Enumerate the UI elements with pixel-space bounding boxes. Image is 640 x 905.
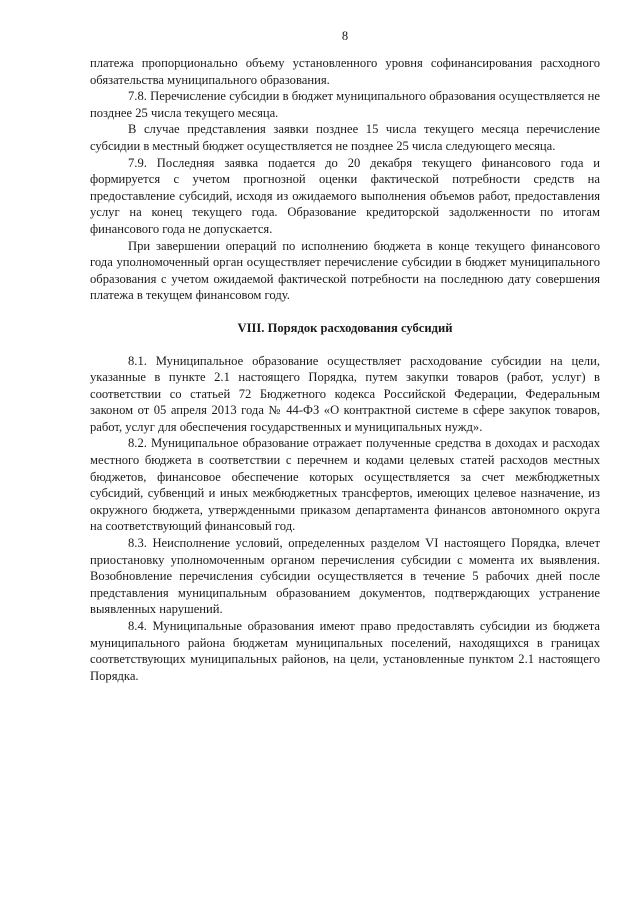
section-title-viii: VIII. Порядок расходования субсидий bbox=[237, 320, 453, 335]
paragraph-8-3: 8.3. Неисполнение условий, определенных разделом VI настоящего Порядка, влечет приостановку уполномоченным органом перечисления субсидии с момента их выявления. Возобновление перечисления субсидии осуществляется в течение 5 рабочих дней после представления муниципальным образованием документов, подтверждающих устранение выявленных нарушений. bbox=[90, 536, 600, 617]
paragraph-8-2: 8.2. Муниципальное образование отражает полученные средства в доходах и расходах местного бюджета в соответствии с перечнем и кодами целевых статей расходов местных бюджетов, финансовое обеспечение которых осуществляется за счет межбюджетных субсидий, субвенций и иных межбюджетных трансфертов, имеющих целевое назначение, из окружного бюджета, утвержденными приказом департамента финансов автономного округа на соответствующий финансовый год. bbox=[90, 436, 600, 534]
paragraph-7-8-late-request: В случае представления заявки позднее 15 числа текущего месяца перечисление субсидии в местный бюджет осуществляется не позднее 25 числа следующего месяца. bbox=[90, 122, 600, 153]
paragraph-7-9: 7.9. Последняя заявка подается до 20 декабря текущего финансового года и формируется с учетом прогнозной оценки фактической потребности средств на предоставление субсидий, исходя из ожидаемого выполнения объемов работ, предоставления услуг на конец текущего года. Образование кредиторской задолженности по итогам финансового года не допускается. bbox=[90, 155, 600, 236]
paragraph-8-1: 8.1. Муниципальное образование осуществляет расходование субсидии на цели, указанные в пункте 2.1 настоящего Порядка, путем закупки товаров (работ, услуг) в соответствии со статьей 72 Бюджетного кодекса Российской Федерации, Федеральным законом от 05 апреля 2013 года № 44-ФЗ «О контрактной системе в сфере закупок товаров, работ, услуг для обеспечения государственных и муниципальных нужд». bbox=[90, 353, 600, 434]
paragraph-7-9-year-end: При завершении операций по исполнению бюджета в конце текущего финансового года уполномоченный орган осуществляет перечисление субсидии в бюджет муниципального образования с учетом ожидаемой фактической потребности на последнюю дату совершения платежа в текущем финансовом году. bbox=[90, 238, 600, 303]
paragraph-7-8: 7.8. Перечисление субсидии в бюджет муниципального образования осуществляется не позднее 25 числа текущего месяца. bbox=[90, 89, 600, 120]
paragraph-7-7-continuation: платежа пропорционально объему установленного уровня софинансирования расходного обязательства муниципального образования. bbox=[90, 56, 600, 87]
page-number: 8 bbox=[341, 29, 349, 43]
paragraph-8-4: 8.4. Муниципальные образования имеют право предоставлять субсидии из бюджета муниципального района бюджетам муниципальных поселений, находящихся в границах соответствующих муниципальных районов, на цели, установленные пунктом 2.1 настоящего Порядка. bbox=[90, 619, 600, 683]
document-body bbox=[90, 55, 600, 684]
